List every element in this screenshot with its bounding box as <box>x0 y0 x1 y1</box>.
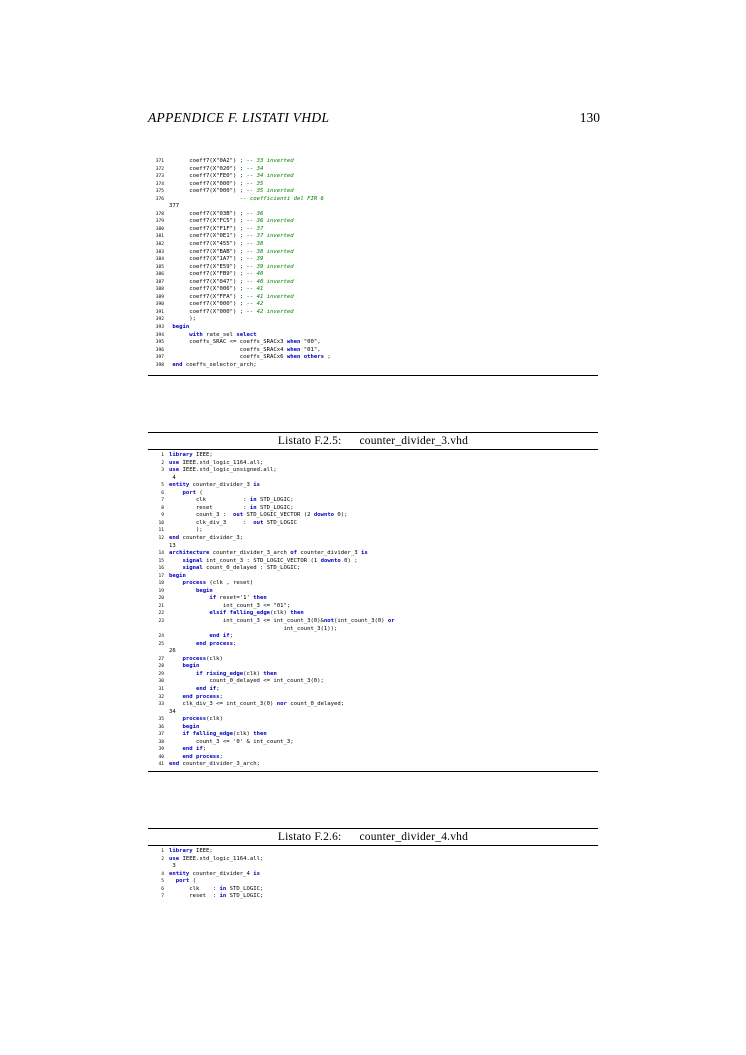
code-block: 371 coeff7(X"0A2") ; -- 33 inverted 372 coeff7(X"020") ; -- 34 373 coeff7(X"FE0") ; -- 34 inverted 374 coeff7(X"000") ; -- 35 375 coeff7(X"000") ; -- 35 inverted 376 -- coefficienti del FIR 6 377 378 coeff7(X"03B") ; -- 36 379 coeff7(X"FC5") ; -- 36 inverted 380 coeff7(X"F1F") ; -- 37 381 coeff7(X"0E1") ; -- 37 inverted 382 coeff7(X"455") ; -- 38 383 coeff7(X"BAB") ; -- 38 inverted 384 coeff7(X"1A7") ; -- 39 385 coeff7(X"E59") ; -- 39 inverted 386 coeff7(X"FB9") ; -- 40 387 coeff7(X"047") ; -- 40 inverted 388 coeff7(X"006") ; -- 41 389 coeff7(X"FFA") ; -- 41 inverted 390 coeff7(X"000") ; -- 42 391 coeff7(X"000") ; -- 42 inverted 392 ); 393 begin 394 with rate_sel select 395 coeffs_SRAC <= coeffs_SRACx3 when "00", 396 coeffs_SRACx4 when "01", 397 coeffs_SRACx6 when others ; 398 end coeffs_selector_arch; <box>155 158 331 368</box>
code-listing-f25 <box>148 432 598 772</box>
horizontal-rule <box>148 375 598 376</box>
page-number: 130 <box>579 110 600 125</box>
running-head: APPENDICE F. LISTATI VHDL <box>148 110 330 125</box>
code-listing-f26 <box>148 828 598 903</box>
caption-label: Listato F.2.5: <box>277 435 342 447</box>
listing-caption <box>148 829 598 845</box>
code-block: 1 library IEEE; 2 use IEEE.std_logic_1164.all; 3 use IEEE.std_logic_unsigned.all; 4 5 entity counter_divider_3 is 6 port ( 7 clk : in STD_LOGIC; 8 reset : in STD_LOGIC; 9 count_3 : out STD_LOGIC_VECTOR (2 downto 0); 10 clk_div_3 : out STD_LOGIC 11 ); 12 end counter_divider_3; 13 14 architecture counter_divider_3_arch of counter_divider_3 is 15 signal int_count_3 : STD_LOGIC_VECTOR (1 downto 0) ; 16 signal count_0_delayed : STD_LOGIC; 17 begin 18 process (clk , reset) 19 begin 20 if reset='1' then 21 int_count_3 <= "01"; 22 elsif falling_edge(clk) then 23 int_count_3 <= int_count_3(0)&not(int_count_3(0) or int_count_3(1)); 24 end if; 25 end process; 26 27 process(clk) 28 begin 29 if rising_edge(clk) then 30 count_0_delayed <= int_count_3(0); 31 end if; 32 end process; 33 clk_div_3 <= int_count_3(0) nor count_0_delayed; 34 35 process(clk) 36 begin 37 if falling_edge(clk) then 38 count_3 <= '0' & int_count_3; 39 end if; 40 end process; 41 end counter_divider_3_arch; <box>158 452 395 768</box>
caption-filename: counter_divider_3.vhd <box>359 435 469 447</box>
listing-caption <box>148 433 598 449</box>
caption-filename: counter_divider_4.vhd <box>359 831 469 843</box>
code-listing-continuation <box>148 158 598 376</box>
code-block: 1 library IEEE; 2 use IEEE.std_logic_1164.all; 3 4 entity counter_divider_4 is 5 port ( 6 clk : in STD_LOGIC; 7 reset : in STD_LOGIC; <box>161 848 264 900</box>
horizontal-rule <box>148 771 598 772</box>
caption-label: Listato F.2.6: <box>277 831 342 843</box>
